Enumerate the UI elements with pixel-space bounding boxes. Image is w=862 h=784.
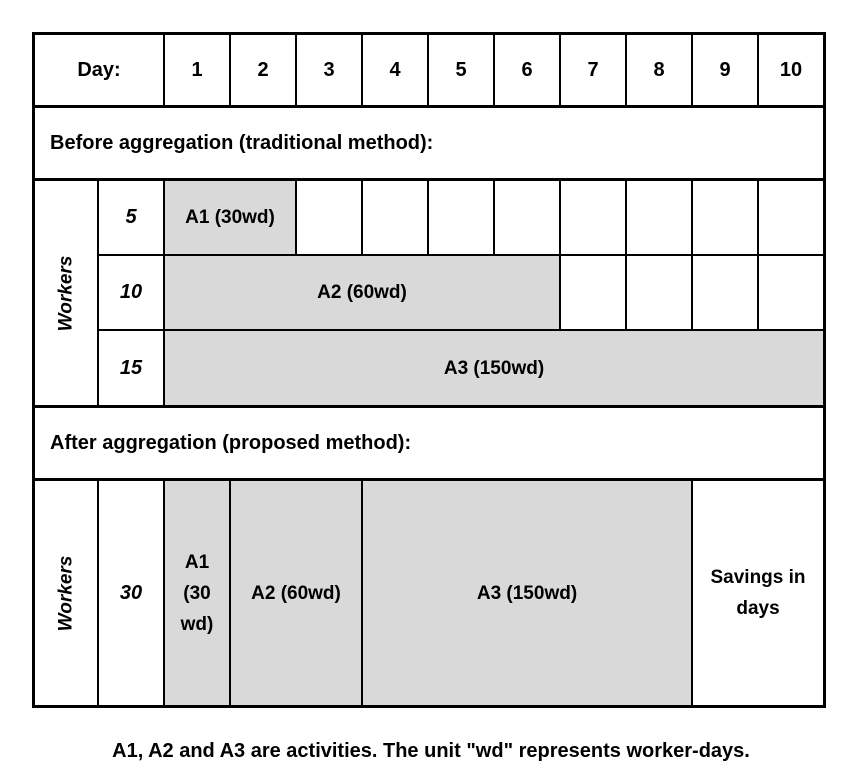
before-section — [35, 181, 823, 408]
day-cell-5: 5 — [429, 35, 495, 105]
section-title-after: After aggregation (proposed method): — [35, 408, 823, 481]
empty-day-cell — [627, 256, 693, 331]
empty-day-cell — [495, 181, 561, 256]
empty-day-cell — [627, 181, 693, 256]
after-section — [35, 481, 823, 705]
activity-bar-a3-after: A3 (150wd) — [363, 481, 693, 705]
activity-bar-a1-label: A1 (30 wd) — [180, 551, 214, 635]
workers-axis-before — [35, 181, 99, 405]
day-label-cell: Day: — [35, 35, 165, 105]
empty-day-cell — [561, 181, 627, 256]
savings-cell — [693, 481, 823, 705]
empty-day-cell — [693, 181, 759, 256]
figure-caption: A1, A2 and A3 are activities. The unit "wd" represents worker-days. — [112, 740, 750, 762]
empty-day-cell — [759, 181, 823, 256]
activity-bar-a1-before: A1 (30wd) — [165, 181, 297, 256]
day-cell-8: 8 — [627, 35, 693, 105]
day-header-row — [35, 35, 823, 108]
day-cell-3: 3 — [297, 35, 363, 105]
activity-bar-a2-after: A2 (60wd) — [231, 481, 363, 705]
day-cell-6: 6 — [495, 35, 561, 105]
schedule-table — [32, 32, 826, 708]
workers-axis-label: Workers — [55, 255, 77, 331]
activity-bar-a3-before: A3 (150wd) — [165, 331, 823, 405]
day-cell-4: 4 — [363, 35, 429, 105]
worker-count-5: 5 — [99, 181, 165, 256]
empty-day-cell — [561, 256, 627, 331]
day-cell-7: 7 — [561, 35, 627, 105]
section-title-before: Before aggregation (traditional method): — [35, 108, 823, 181]
workers-axis-label: Workers — [55, 555, 77, 631]
empty-day-cell — [363, 181, 429, 256]
activity-bar-a1-after — [165, 481, 231, 705]
empty-day-cell — [759, 256, 823, 331]
day-cell-2: 2 — [231, 35, 297, 105]
day-cell-1: 1 — [165, 35, 231, 105]
empty-day-cell — [693, 256, 759, 331]
activity-bar-a2-before: A2 (60wd) — [165, 256, 561, 331]
worker-count-10: 10 — [99, 256, 165, 331]
empty-day-cell — [429, 181, 495, 256]
worker-count-30: 30 — [99, 481, 165, 705]
savings-label: Savings in days — [710, 567, 806, 619]
day-cell-9: 9 — [693, 35, 759, 105]
worker-count-15: 15 — [99, 331, 165, 405]
empty-day-cell — [297, 181, 363, 256]
day-cell-10: 10 — [779, 58, 803, 81]
workers-axis-after — [35, 481, 99, 705]
